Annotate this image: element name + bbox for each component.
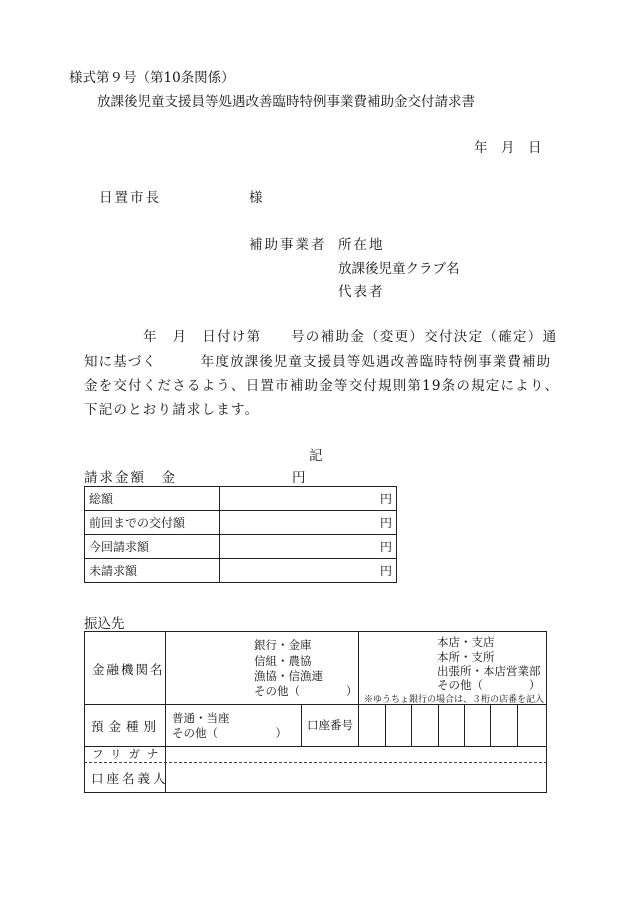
digit-divider bbox=[438, 704, 439, 746]
ki-marker: 記 bbox=[309, 448, 323, 464]
claim-amount-unit: 円 bbox=[292, 470, 306, 486]
account-type-other[interactable]: その他（ ） bbox=[172, 726, 287, 740]
account-type-label: 預金種別 bbox=[91, 719, 162, 734]
furigana-field[interactable] bbox=[166, 747, 546, 761]
bank-name-label: 金融機関名 bbox=[92, 662, 165, 677]
account-holder-label: 口座名義人 bbox=[91, 771, 169, 786]
row-label-previous: 前回までの交付額 bbox=[85, 511, 220, 535]
branch-type-other[interactable]: その他（ ） bbox=[437, 678, 541, 692]
current-amount-field[interactable]: 円 bbox=[220, 535, 397, 559]
bank-type-1[interactable]: 銀行・金庫 bbox=[254, 638, 312, 652]
addressee-honorific: 様 bbox=[249, 190, 263, 206]
digit-divider bbox=[464, 704, 465, 746]
digit-divider bbox=[490, 704, 491, 746]
digit-divider bbox=[517, 704, 518, 746]
total-amount-field[interactable]: 円 bbox=[220, 487, 397, 511]
row-label-unclaimed: 未請求額 bbox=[85, 559, 220, 583]
row-label-total: 総額 bbox=[85, 487, 220, 511]
amount-table bbox=[84, 486, 397, 583]
divider bbox=[358, 631, 359, 746]
unclaimed-amount-field[interactable]: 円 bbox=[220, 559, 397, 583]
yucho-note: ※ゆうちょ銀行の場合は、３桁の店番を記入 bbox=[364, 695, 545, 705]
account-number-label: 口座番号 bbox=[307, 718, 353, 732]
account-holder-field[interactable] bbox=[166, 763, 546, 792]
representative-label: 代表者 bbox=[338, 284, 385, 300]
branch-type-1[interactable]: 本店・支店 bbox=[437, 635, 495, 649]
claim-amount-label: 請求金額 金 bbox=[84, 470, 177, 486]
body-line-2: 知に基づく 年度放課後児童支援員等処遇改善臨時特例事業費補助 bbox=[84, 354, 552, 370]
transfer-heading: 振込先 bbox=[84, 616, 125, 632]
bank-type-other[interactable]: その他（ ） bbox=[254, 684, 358, 698]
account-type-1[interactable]: 普通・当座 bbox=[172, 711, 230, 725]
bank-type-2[interactable]: 信組・農協 bbox=[254, 654, 312, 668]
club-name-label: 放課後児童クラブ名 bbox=[338, 261, 460, 277]
date-field: 年 月 日 bbox=[474, 140, 542, 156]
table-row bbox=[85, 487, 397, 511]
digit-divider bbox=[385, 704, 386, 746]
table-row bbox=[85, 511, 397, 535]
document-title: 放課後児童支援員等処遇改善臨時特例事業費補助金交付請求書 bbox=[97, 94, 475, 110]
body-line-3: 金を交付くださるよう、日置市補助金等交付規則第19条の規定により、 bbox=[84, 378, 560, 394]
row-label-current: 今回請求額 bbox=[85, 535, 220, 559]
digit-divider bbox=[411, 704, 412, 746]
address-label: 所在地 bbox=[338, 237, 385, 253]
previous-amount-field[interactable]: 円 bbox=[220, 511, 397, 535]
body-line-4: 下記のとおり請求します。 bbox=[84, 402, 260, 418]
furigana-label: フリガナ bbox=[92, 747, 166, 761]
branch-type-2[interactable]: 本所・支所 bbox=[437, 650, 495, 664]
body-line-1: 年 月 日付け第 号の補助金（変更）交付決定（確定）通 bbox=[143, 329, 558, 345]
table-row bbox=[85, 559, 397, 583]
applicant-label: 補助事業者 bbox=[249, 237, 327, 253]
branch-type-3[interactable]: 出張所・本店営業部 bbox=[437, 664, 541, 678]
form-number: 様式第９号（第10条関係） bbox=[69, 70, 235, 86]
addressee-name: 日置市長 bbox=[99, 190, 161, 206]
table-row bbox=[85, 535, 397, 559]
bank-type-3[interactable]: 漁協・信漁連 bbox=[254, 669, 323, 683]
divider bbox=[301, 704, 302, 746]
